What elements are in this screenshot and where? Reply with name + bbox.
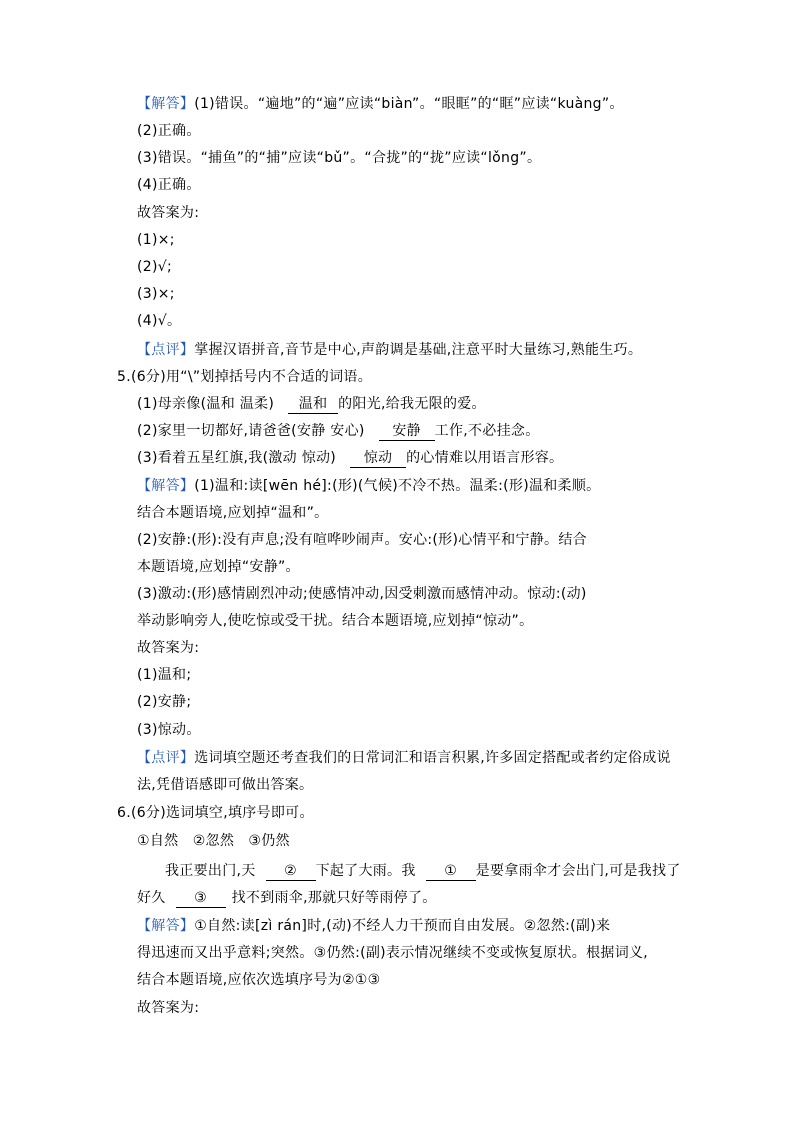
final-answer-item: (2)√; bbox=[137, 259, 172, 275]
answer-text: 举动影响旁人,使吃惊或受干扰。结合本题语境,应划掉“惊动”。 bbox=[137, 613, 534, 629]
q5-answer-line-3 bbox=[137, 584, 587, 604]
answer-text: (1)温和:读[wēn hé]:(形)(气候)不冷不热。温柔:(形)温和柔顺。 bbox=[194, 478, 601, 494]
passage-text: 下起了大雨。我 bbox=[315, 863, 416, 879]
q4-answer-line-1 bbox=[137, 94, 624, 114]
final-answer-label: 故答案为: bbox=[137, 640, 200, 656]
q4-answer-line-4 bbox=[137, 175, 201, 195]
blank-answer: 安静 bbox=[379, 423, 435, 441]
passage-text: 我正要出门,天 bbox=[165, 863, 256, 879]
answer-tag: 【解答】 bbox=[137, 918, 195, 934]
answer-text: ①自然:读[zì rán]时,(动)不经人力干预而自由发展。②忽然:(副)来 bbox=[194, 918, 611, 934]
passage-text: 找不到雨伞,那就只好等雨停了。 bbox=[231, 890, 437, 906]
blank-answer: 温和 bbox=[288, 396, 338, 414]
answer-text: 本题语境,应划掉“安静”。 bbox=[137, 559, 300, 575]
sentence-text: 的阳光,给我无限的爱。 bbox=[338, 396, 486, 412]
q6-title bbox=[117, 803, 314, 823]
blank-answer: ① bbox=[426, 863, 476, 881]
q4-answer-1: (1)错误。“遍地”的“遍”应读“biàn”。“眼眶”的“眶”应读“kuàng”。 bbox=[194, 96, 624, 112]
sentence-text: (3)看着五星红旗,我(激动 惊动) bbox=[137, 450, 337, 466]
q4-final-1 bbox=[137, 230, 175, 250]
sentence-text: (2)家里一切都好,请爸爸(安静 安心) bbox=[137, 423, 365, 439]
q6-final-label bbox=[137, 998, 199, 1018]
blank-answer: 惊动 bbox=[350, 450, 406, 468]
answer-text: 结合本题语境,应划掉“温和”。 bbox=[137, 505, 329, 521]
word-options: ①自然 ②忽然 ③仍然 bbox=[137, 833, 290, 849]
sentence-text: 工作,不必挂念。 bbox=[434, 423, 540, 439]
q5-answer-line-1b bbox=[137, 503, 328, 523]
q6-answer-line-1 bbox=[137, 916, 610, 936]
final-answer-item: (2)安静; bbox=[137, 694, 192, 710]
q5-title bbox=[117, 367, 372, 387]
final-answer-item: (1)×; bbox=[137, 232, 175, 248]
passage-text: 是要拿雨伞才会出门,可是我找了 bbox=[475, 863, 681, 879]
comment-text: 法,凭借语感即可做出答案。 bbox=[137, 777, 314, 793]
final-answer-label: 故答案为: bbox=[137, 1000, 200, 1016]
q5-sentence-3 bbox=[137, 448, 563, 468]
q4-final-3 bbox=[137, 284, 175, 304]
q4-final-label bbox=[137, 203, 199, 223]
final-answer-item: (3)×; bbox=[137, 286, 175, 302]
q5-answer-line-2b bbox=[137, 557, 300, 577]
q5-final-3 bbox=[137, 720, 201, 740]
blank-answer: ② bbox=[266, 863, 316, 881]
q5-final-1 bbox=[137, 665, 191, 685]
q4-final-2 bbox=[137, 257, 172, 277]
comment-tag: 【点评】 bbox=[137, 750, 195, 766]
q5-comment-line bbox=[137, 748, 671, 768]
blank-answer: ③ bbox=[176, 890, 226, 908]
q4-answer-line-3 bbox=[137, 148, 541, 168]
q5-final-label bbox=[137, 638, 199, 658]
q5-answer-line-1 bbox=[137, 476, 600, 496]
q4-answer-4: (4)正确。 bbox=[137, 177, 201, 193]
question-title: 5.(6分)用“\”划掉括号内不合适的词语。 bbox=[117, 369, 373, 385]
answer-text: 结合本题语境,应依次选填序号为②①③ bbox=[137, 972, 381, 988]
sentence-text: (1)母亲像(温和 温柔) bbox=[137, 396, 275, 412]
final-answer-label: 故答案为: bbox=[137, 205, 200, 221]
q4-final-4 bbox=[137, 311, 181, 331]
passage-text: 好久 bbox=[137, 890, 166, 906]
q4-comment-line bbox=[137, 340, 642, 360]
q4-comment: 掌握汉语拼音,音节是中心,声韵调是基础,注意平时大量练习,熟能生巧。 bbox=[194, 342, 643, 358]
q5-answer-line-2 bbox=[137, 530, 587, 550]
q5-comment-line-2 bbox=[137, 775, 313, 795]
answer-text: (2)安静:(形):没有声息;没有喧哗吵闹声。安心:(形)心情平和宁静。结合 bbox=[137, 532, 587, 548]
q5-answer-line-3b bbox=[137, 611, 533, 631]
answer-text: (3)激动:(形)感情剧烈冲动;使感情冲动,因受刺激而感情冲动。惊动:(动) bbox=[137, 586, 587, 602]
final-answer-item: (3)惊动。 bbox=[137, 722, 201, 738]
q4-answer-2: (2)正确。 bbox=[137, 123, 201, 139]
comment-tag: 【点评】 bbox=[137, 342, 195, 358]
q6-passage-line-2 bbox=[137, 888, 437, 908]
question-title: 6.(6分)选词填空,填序号即可。 bbox=[117, 805, 314, 821]
q6-passage-line-1 bbox=[165, 861, 681, 881]
q5-final-2 bbox=[137, 692, 191, 712]
answer-text: 得迅速而又出乎意料;突然。③仍然:(副)表示情况继续不变或恢复原状。根据词义, bbox=[137, 945, 649, 961]
q4-answer-3: (3)错误。“捕鱼”的“捕”应读“bǔ”。“合拢”的“拢”应读“lǒng”。 bbox=[137, 150, 542, 166]
q6-options bbox=[137, 831, 290, 851]
q5-sentence-2 bbox=[137, 421, 540, 441]
q4-answer-line-2 bbox=[137, 121, 201, 141]
answer-tag: 【解答】 bbox=[137, 478, 195, 494]
final-answer-item: (1)温和; bbox=[137, 667, 192, 683]
comment-text: 选词填空题还考查我们的日常词汇和语言积累,许多固定搭配或者约定俗成说 bbox=[194, 750, 671, 766]
q5-sentence-1 bbox=[137, 394, 486, 414]
q6-answer-line-3 bbox=[137, 970, 381, 990]
q6-answer-line-2 bbox=[137, 943, 648, 963]
final-answer-item: (4)√。 bbox=[137, 313, 182, 329]
answer-tag: 【解答】 bbox=[137, 96, 195, 112]
sentence-text: 的心情难以用语言形容。 bbox=[406, 450, 564, 466]
